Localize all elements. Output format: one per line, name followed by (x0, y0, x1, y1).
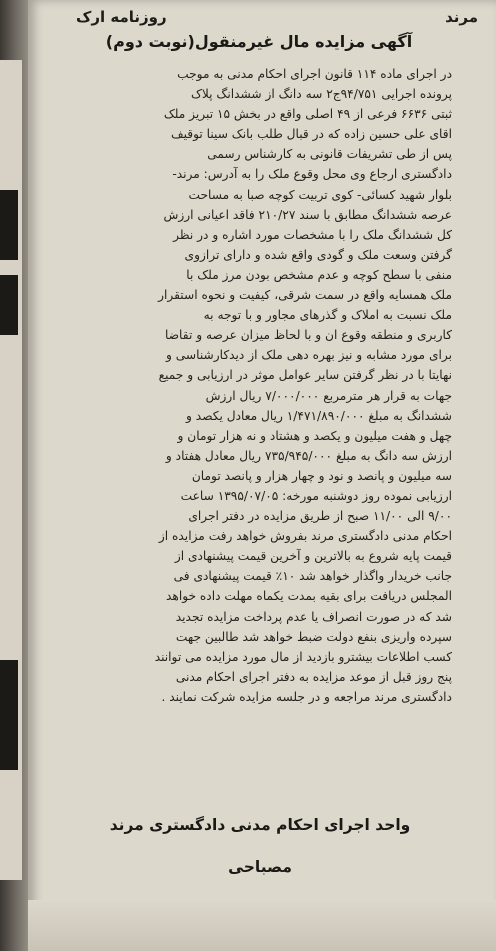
notice-body-line: بلوار شهید کسائی- کوی تربیت کوچه صبا به مساحت (188, 187, 452, 202)
notice-body-line: ششدانگ به مبلغ ۱/۴۷۱/۸۹۰/۰۰۰ ریال معادل یکصد و (186, 408, 452, 423)
adjacent-dark-mark (0, 190, 18, 260)
adjacent-dark-mark (0, 275, 18, 335)
notice-body-line: عرصه ششدانگ مطابق با سند ۲۱۰/۲۷ فاقد اعیانی ارزش (163, 207, 452, 222)
newspaper-header (40, 6, 486, 30)
notice-body-line: ۹/۰۰ الی ۱۱/۰۰ صبح از طریق مزایده در دفتر اجرای (188, 509, 452, 524)
notice-body-line: قیمت پایه شروع به بالاترین و آخرین قیمت پیشنهادی از (174, 549, 452, 564)
adjacent-dark-mark (0, 660, 18, 770)
paper-bottom-shadow (28, 900, 496, 951)
notice-body-line: جهات به قرار هر مترمربع ۷/۰۰۰/۰۰۰ ریال ارزش (205, 388, 452, 403)
notice-body-line: ملک همسایه واقع در سمت شرقی، کیفیت و نحوه استقرار (158, 288, 452, 303)
notice-body-line: ملک نسبت به املاک و گذرهای مجاور و با توجه به (203, 308, 452, 323)
notice-body-line: اقای علی حسین زاده که در قبال طلب بانک سینا توقیف (170, 127, 452, 142)
signatory-name: مصباحی (228, 858, 292, 876)
newspaper-name: روزنامه ارک (76, 8, 167, 26)
notice-body-line: ارزیابی نموده روز دوشنبه مورخه: ۱۳۹۵/۰۷/۰۵ ساعت (180, 488, 452, 503)
notice-body-line: ثبتی ۶۶۳۶ فرعی از ۴۹ اصلی واقع در بخش ۱۵ تبریز ملک (163, 107, 452, 122)
notice-body-line: نهایتا با در نظر گرفتن سایر عوامل موثر در ارزیابی و جمیع (158, 368, 452, 383)
notice-body-line: سپرده واریزی بنفع دولت ضبط خواهد شد طالبین جهت (175, 629, 452, 644)
notice-body-line: پرونده اجرایی ۹۴/۷۵۱ج۲ سه دانگ از ششدانگ پلاک (190, 87, 452, 102)
notice-body-line: منفی با سطح کوچه و عدم مشخص بودن مرز ملک با (186, 267, 452, 282)
notice-body (64, 64, 452, 707)
notice-body-line: چهل و هفت میلیون و یکصد و هشتاد و نه هزار تومان و (177, 428, 452, 443)
notice-body-line: شد که در صورت انصراف یا عدم پرداخت مزایده تجدید (175, 609, 452, 624)
notice-body-line: احکام مدنی دادگستری مرند بفروش خواهد رفت مزایده از (158, 529, 452, 544)
notice-body-line: پنج روز قبل از موعد مزایده به دفتر اجرای احکام مدنی (175, 669, 452, 684)
notice-body-line: گرفتن وسعت ملک و گودی واقع شده و دارای ترازوی (184, 247, 452, 262)
adjacent-column-strip (0, 60, 22, 880)
notice-body-line: برای مورد مشابه و نیز بهره دهی ملک از دیدکارشناسی و (166, 348, 452, 363)
notice-body-line: سه میلیون و پانصد و نود و چهار هزار و پانصد تومان (191, 468, 452, 483)
notice-body-line: دادگستری مرند مراجعه و در جلسه مزایده شرکت نمایند . (161, 689, 452, 704)
notice-body-line: پس از طی تشریفات قانونی به کارشناس رسمی (207, 147, 452, 162)
notice-title: آگهی مزایده مال غیرمنقول(نوبت دوم) (105, 32, 413, 51)
issuing-unit: واحد اجرای احکام مدنی دادگستری مرند (109, 816, 411, 834)
notice-body-line: کاربری و منطقه وقوع ان و با لحاظ میزان عرصه و تقاضا (165, 328, 452, 343)
notice-body-line: ارزش سه دانگ به مبلغ ۷۳۵/۹۴۵/۰۰۰ ریال معادل هفتاد و (165, 448, 452, 463)
notice-body-line: کسب اطلاعات بیشترو بازدید از مال مورد مزایده می توانند (154, 649, 452, 664)
notice-body-line: دادگستری ارجاع وی محل وقوع ملک را به آدرس: مرند- (172, 167, 452, 182)
notice-body-line: جانب خریدار واگذار خواهد شد ۱۰٪ قیمت پیشنهادی فی (173, 569, 452, 584)
city-name: مرند (445, 8, 478, 26)
notice-body-line: در اجرای ماده ۱۱۴ قانون اجرای احکام مدنی به موجب (177, 67, 452, 81)
notice-body-line: کل ششدانگ ملک را با مشخصات مورد اشاره و در نظر (173, 227, 452, 242)
notice-body-line: المجلس دریافت برای بقیه بمدت یکماه مهلت داده خواهد (166, 589, 452, 604)
